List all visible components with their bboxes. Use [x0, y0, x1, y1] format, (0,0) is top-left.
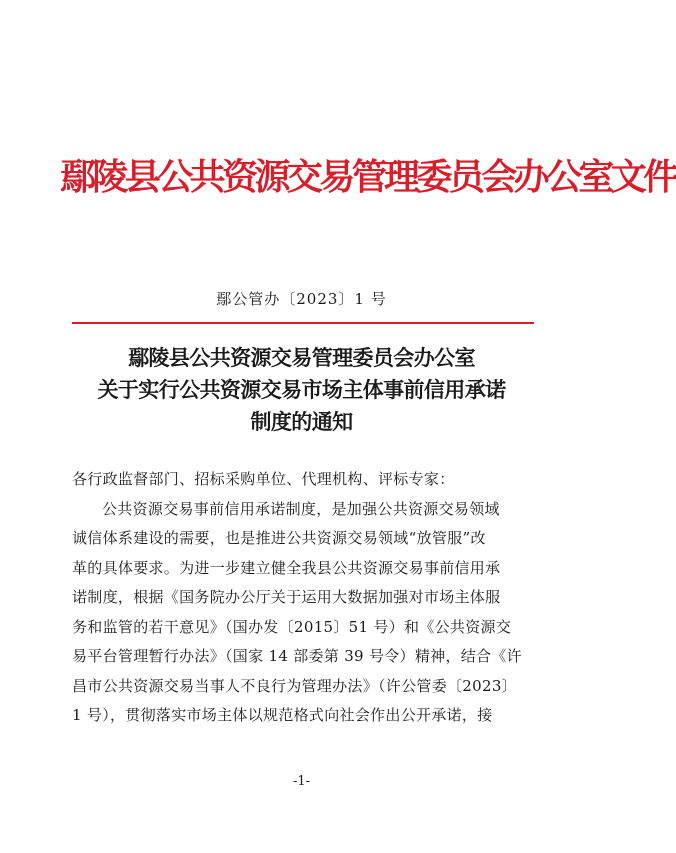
salutation: 各行政监督部门、招标采购单位、代理机构、评标专家：: [72, 470, 455, 488]
body-line: 昌市公共资源交易当事人不良行为管理办法》（许公管委〔2023〕: [72, 676, 517, 695]
document-number: 鄢公管办〔2023〕1 号: [216, 290, 387, 308]
body-line: 诺制度，根据《国务院办公厅关于运用大数据加强对市场主体服: [72, 588, 501, 606]
body-line: 务和监管的若干意见》（国办发〔2015〕51 号）和《公共资源交: [72, 617, 512, 636]
notice-title-line: 制度的通知: [250, 410, 353, 434]
body-line: 公共资源交易事前信用承诺制度，是加强公共资源交易领域: [102, 499, 500, 518]
notice-title: [60, 342, 543, 438]
notice-body: [72, 465, 534, 731]
red-divider-line: [72, 322, 534, 324]
page-number: -1-: [292, 774, 311, 789]
body-line: 革的具体要求。为进一步建立健全我县公共资源交易事前信用承: [72, 558, 501, 577]
body-line: 易平台管理暂行办法》（国家 14 部委第 39 号令）精神，结合《许: [72, 647, 522, 665]
body-line: 1 号），贯彻落实市场主体以规范格式向社会作出公开承诺，接: [72, 706, 493, 724]
notice-title-line: 关于实行公共资源交易市场主体事前信用承诺: [97, 378, 506, 402]
notice-title-line: 鄢陵县公共资源交易管理委员会办公室: [128, 346, 475, 370]
issuer-heading: 鄢陵县公共资源交易管理委员会办公室文件: [60, 157, 676, 198]
body-line: 诚信体系建设的需要，也是推进公共资源交易领域“放管服”改: [72, 529, 486, 547]
